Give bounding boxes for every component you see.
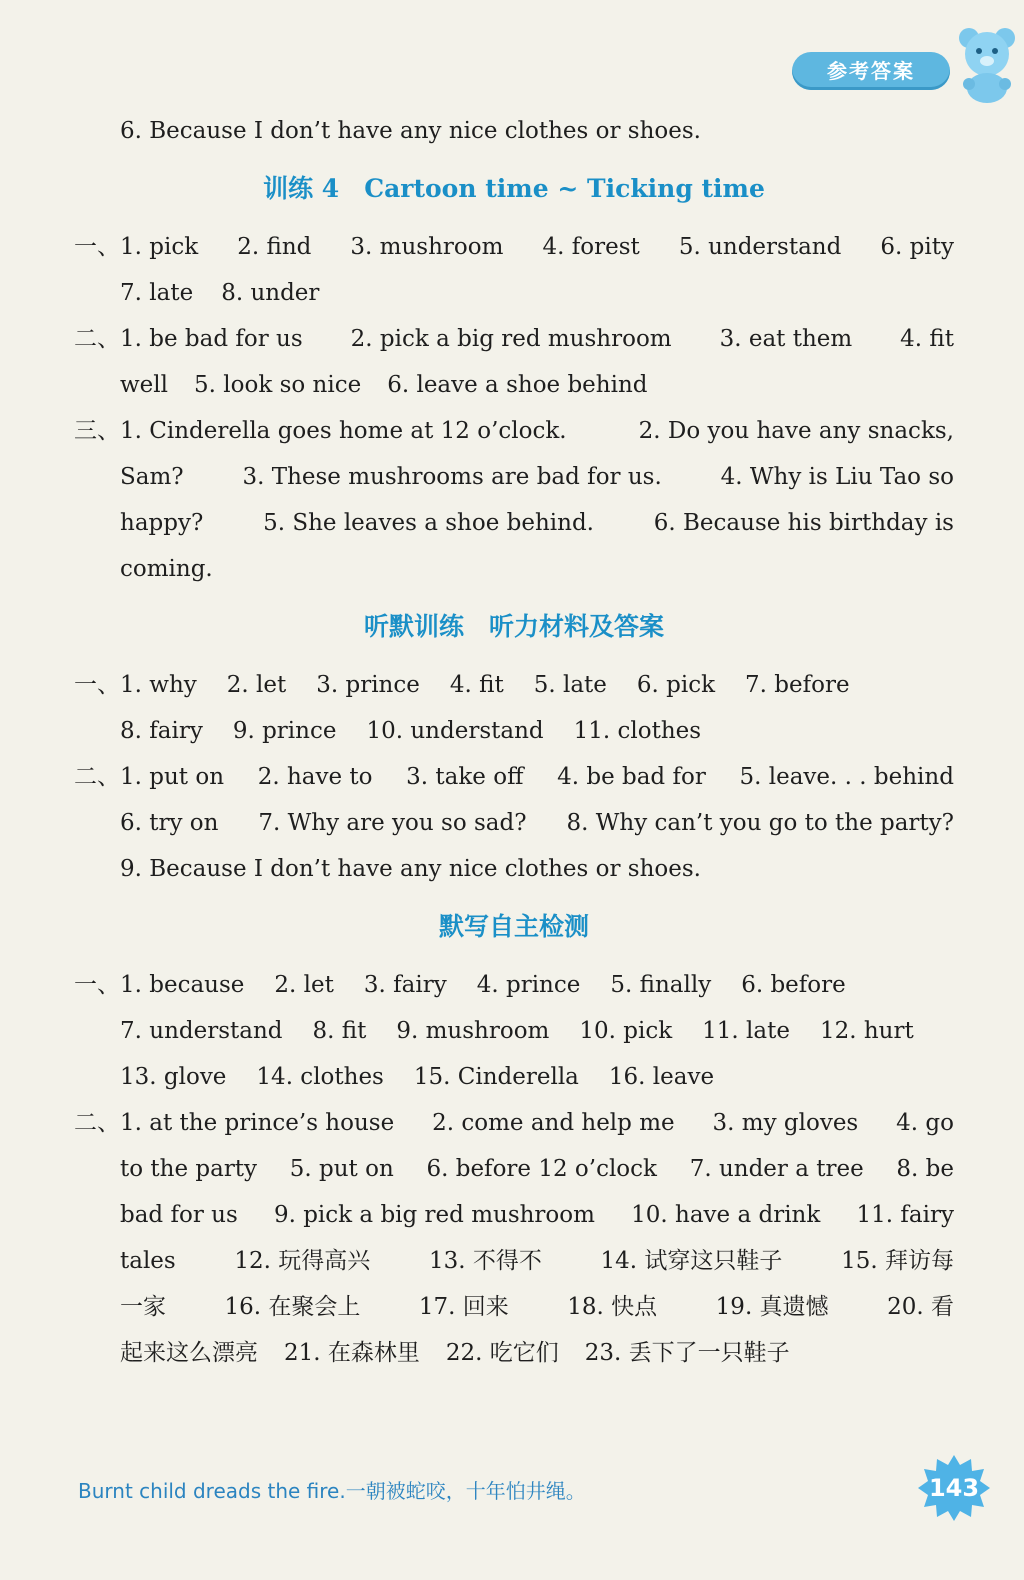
section-heading-listening: 听默训练 听力材料及答案 <box>363 612 664 641</box>
answer-line <box>74 1330 954 1376</box>
answer-item: 11. clothes <box>573 718 702 744</box>
answer-line <box>74 1100 954 1146</box>
answer-item: 10. have a drink <box>631 1202 821 1228</box>
answer-item: 3. fairy <box>363 972 447 998</box>
answer-item: 14. clothes <box>256 1064 384 1090</box>
section-marker: 一、 <box>74 672 120 698</box>
answer-item: 1. because <box>120 972 245 998</box>
answer-item: 8. fit <box>312 1018 367 1044</box>
answer-item: tales <box>120 1248 176 1274</box>
answer-line <box>74 546 954 592</box>
section-marker: 一、 <box>74 972 120 998</box>
answer-item: 3. take off <box>406 764 524 790</box>
answer-line <box>74 408 954 454</box>
answer-item: 15. 拜访每 <box>841 1248 954 1274</box>
answer-line <box>74 1284 954 1330</box>
answer-item: 2. pick a big red mushroom <box>350 326 672 352</box>
answer-item: 18. 快点 <box>567 1294 658 1320</box>
section-heading-training-4: 训练 4 Cartoon time ~ Ticking time <box>263 174 765 203</box>
answer-item: 3. my gloves <box>712 1110 859 1136</box>
answer-item: 2. let <box>274 972 334 998</box>
answer-line <box>74 1054 954 1100</box>
answer-item: 7. before <box>745 672 850 698</box>
answer-line <box>74 270 954 316</box>
answer-item: 12. hurt <box>819 1018 914 1044</box>
answer-item: 15. Cinderella <box>413 1064 579 1090</box>
answer-item: 6. Because his birthday is <box>653 510 954 536</box>
answer-item: 5. understand <box>678 234 842 260</box>
answer-item: 4. Why is Liu Tao so <box>720 464 954 490</box>
answer-item: 7. Why are you so sad? <box>258 810 527 836</box>
answer-item: 20. 看 <box>887 1294 954 1320</box>
answer-item: 6. before <box>741 972 846 998</box>
answer-item: coming. <box>120 556 213 582</box>
answer-item: 10. understand <box>366 718 544 744</box>
answer-item: 14. 试穿这只鞋子 <box>600 1248 783 1274</box>
answer-line <box>74 500 954 546</box>
answer-item: Sam? <box>120 464 184 490</box>
answer-item: 5. put on <box>289 1156 394 1182</box>
answer-item: well <box>120 372 169 398</box>
answer-item: 9. prince <box>232 718 337 744</box>
answer-line <box>74 108 954 154</box>
answer-item: 4. go <box>896 1110 954 1136</box>
answer-item: 1. Cinderella goes home at 12 o’clock. <box>120 418 567 444</box>
answer-line <box>74 800 954 846</box>
answer-item: 7. understand <box>120 1018 283 1044</box>
answer-item: 13. glove <box>120 1064 227 1090</box>
answer-item: 11. late <box>702 1018 790 1044</box>
section-marker: 二、 <box>74 326 120 352</box>
footer-proverb: Burnt child dreads the fire.一朝被蛇咬，十年怕井绳。 <box>78 1479 586 1503</box>
answer-item: 23. 丢下了一只鞋子 <box>584 1340 790 1366</box>
answer-item: 11. fairy <box>856 1202 954 1228</box>
answer-item: 6. try on <box>120 810 219 836</box>
answer-item: 8. under <box>221 280 320 306</box>
answer-item: 3. prince <box>316 672 420 698</box>
answer-item: 5. leave. . . behind <box>739 764 954 790</box>
answer-item: to the party <box>120 1156 258 1182</box>
answer-item: 19. 真遗憾 <box>715 1294 829 1320</box>
section-heading-dictation: 默写自主检测 <box>438 912 589 941</box>
answer-item: 16. leave <box>608 1064 715 1090</box>
answer-line <box>74 754 954 800</box>
answer-item: 1. at the prince’s house <box>120 1110 395 1136</box>
answer-item: 5. She leaves a shoe behind. <box>263 510 594 536</box>
answer-item: 21. 在森林里 <box>284 1340 420 1366</box>
answer-content <box>74 108 954 1376</box>
answer-item: 2. find <box>237 234 312 260</box>
answer-line <box>74 316 954 362</box>
page-number: 143 <box>928 1474 980 1502</box>
answer-item: 4. prince <box>476 972 581 998</box>
answer-line <box>74 1146 954 1192</box>
section-marker: 三、 <box>74 418 120 444</box>
answer-item: 2. Do you have any snacks, <box>638 418 954 444</box>
answer-item: 5. finally <box>610 972 712 998</box>
answer-item: 6. leave a shoe behind <box>387 372 648 398</box>
bear-icon <box>955 24 1019 104</box>
section-marker: 一、 <box>74 234 120 260</box>
answer-item: 4. forest <box>542 234 640 260</box>
answer-line <box>74 962 954 1008</box>
answer-key-badge: 参考答案 <box>792 52 950 90</box>
answer-item: 13. 不得不 <box>428 1248 542 1274</box>
answer-item: 4. fit <box>900 326 954 352</box>
answer-item: 8. fairy <box>120 718 203 744</box>
answer-item: 6. pick <box>636 672 716 698</box>
answer-line <box>74 846 954 892</box>
page-number-badge <box>918 1455 990 1521</box>
answer-line <box>74 1192 954 1238</box>
answer-item: 3. These mushrooms are bad for us. <box>242 464 662 490</box>
answer-item: 10. pick <box>579 1018 673 1044</box>
answer-item: 1. put on <box>120 764 225 790</box>
answer-item: 3. eat them <box>719 326 853 352</box>
answer-item: bad for us <box>120 1202 238 1228</box>
answer-line <box>74 1008 954 1054</box>
answer-item: 5. late <box>533 672 607 698</box>
answer-item: 起来这么漂亮 <box>120 1340 258 1366</box>
answer-item: 8. be <box>896 1156 954 1182</box>
answer-item: 1. why <box>120 672 197 698</box>
section-marker: 二、 <box>74 764 120 790</box>
answer-item: 12. 玩得高兴 <box>234 1248 371 1274</box>
answer-item: 8. Why can’t you go to the party? <box>566 810 954 836</box>
answer-item: 17. 回来 <box>418 1294 509 1320</box>
answer-item: happy? <box>120 510 204 536</box>
section-marker: 二、 <box>74 1110 120 1136</box>
answer-line <box>74 708 954 754</box>
answer-line <box>74 1238 954 1284</box>
answer-item: 7. late <box>120 280 194 306</box>
answer-line <box>74 224 954 270</box>
answer-item: 2. come and help me <box>432 1110 675 1136</box>
answer-line <box>74 362 954 408</box>
answer-item: 1. pick <box>120 234 199 260</box>
answer-item: 一家 <box>120 1294 166 1320</box>
answer-item: 7. under a tree <box>689 1156 864 1182</box>
answer-item: 16. 在聚会上 <box>224 1294 361 1320</box>
answer-item: 9. Because I don’t have any nice clothes or shoes. <box>120 856 701 882</box>
answer-line <box>74 662 954 708</box>
answer-item: 2. let <box>226 672 287 698</box>
answer-item: 9. mushroom <box>396 1018 550 1044</box>
answer-line <box>74 454 954 500</box>
answer-item: 4. be bad for <box>557 764 706 790</box>
answer-item: 5. look so nice <box>194 372 362 398</box>
answer-item: 2. have to <box>257 764 373 790</box>
answer-item: 4. fit <box>449 672 504 698</box>
answer-item: 6. before 12 o’clock <box>426 1156 657 1182</box>
answer-item: 6. pity <box>880 234 954 260</box>
answer-item: 3. mushroom <box>350 234 504 260</box>
answer-text: 6. Because I don’t have any nice clothes or shoes. <box>120 118 701 144</box>
answer-item: 9. pick a big red mushroom <box>273 1202 595 1228</box>
answer-item: 22. 吃它们 <box>445 1340 559 1366</box>
answer-item: 1. be bad for us <box>120 326 303 352</box>
